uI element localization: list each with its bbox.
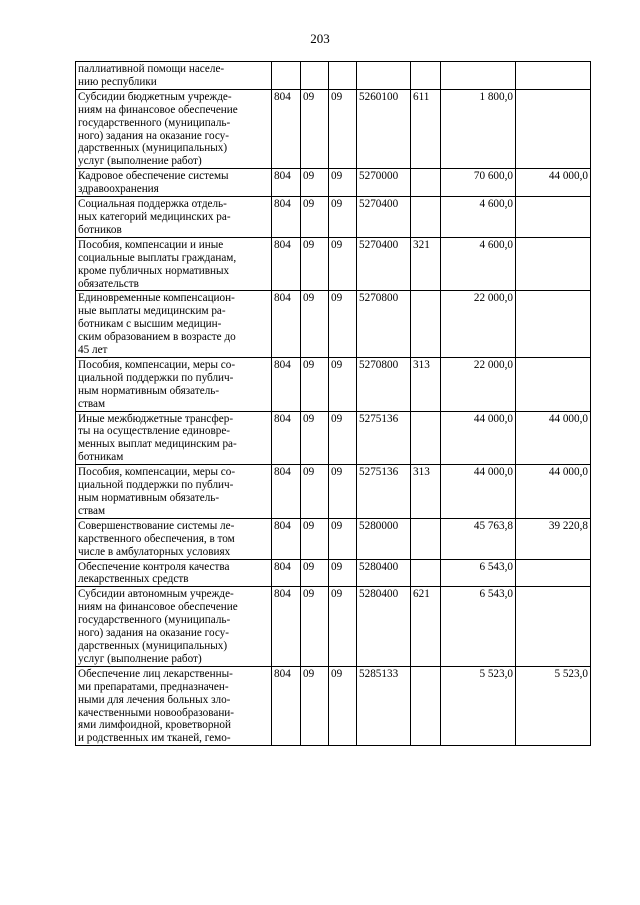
amount-total-cell — [441, 357, 516, 411]
target-article-cell — [357, 587, 411, 666]
amount-federal-cell — [516, 518, 591, 559]
amount-federal-text: 44 000,0 — [548, 412, 588, 425]
section-code-text: 09 — [303, 412, 315, 425]
ministry-code-text: 804 — [274, 588, 291, 601]
ministry-code-text: 804 — [274, 238, 291, 251]
subsection-code-text: 09 — [331, 90, 343, 103]
target-article-cell — [357, 197, 411, 238]
amount-federal-text: 44 000,0 — [548, 170, 588, 183]
amount-total-text: 44 000,0 — [473, 412, 513, 425]
ministry-code-cell — [272, 89, 301, 168]
subsection-code-cell — [329, 357, 357, 411]
target-article-text: 5270800 — [359, 358, 399, 371]
expense-type-cell — [411, 291, 441, 358]
subsection-code-cell — [329, 411, 357, 465]
table-row — [76, 89, 591, 168]
target-article-cell — [357, 411, 411, 465]
ministry-code-cell — [272, 559, 301, 587]
expense-type-cell — [411, 357, 441, 411]
amount-federal-cell — [516, 587, 591, 666]
target-article-text: 5275136 — [359, 466, 399, 479]
item-name-text: Обеспечение лиц лекарственны- ми препаратами, предназначен- ными для лечения больных зло- качественными новообразовани- ями лимфоидной, кроветворной и родственных им тканей, гемо- — [78, 667, 235, 745]
item-name-text: Субсидии автономным учрежде- ниям на финансовое обеспечение государственного (муниципаль- ного) задания на оказание госу- дарственных (муниципальных) услуг (выполнение работ) — [78, 588, 238, 665]
table-row — [76, 559, 591, 587]
item-name-text: Пособия, компенсации, меры со- циальной поддержки по публич- ным нормативным обязатель- ствам — [78, 466, 236, 517]
subsection-code-text: 09 — [331, 358, 343, 371]
expense-type-cell — [411, 197, 441, 238]
amount-total-text: 5 523,0 — [479, 667, 513, 680]
ministry-code-text: 804 — [274, 667, 291, 680]
amount-total-text: 22 000,0 — [473, 292, 513, 305]
section-code-text: 09 — [303, 466, 315, 479]
expense-type-cell — [411, 465, 441, 519]
table-row — [76, 357, 591, 411]
target-article-cell — [357, 559, 411, 587]
section-code-cell — [301, 357, 329, 411]
amount-total-cell — [441, 465, 516, 519]
subsection-code-cell — [329, 237, 357, 291]
section-code-cell — [301, 237, 329, 291]
amount-federal-cell — [516, 197, 591, 238]
table-row — [76, 666, 591, 745]
amount-total-text: 45 763,8 — [473, 519, 513, 532]
item-name-cell — [76, 465, 272, 519]
section-code-text: 09 — [303, 238, 315, 251]
amount-federal-cell — [516, 62, 591, 90]
target-article-cell — [357, 357, 411, 411]
item-name-cell — [76, 666, 272, 745]
expense-type-cell — [411, 237, 441, 291]
target-article-cell — [357, 666, 411, 745]
section-code-cell — [301, 197, 329, 238]
section-code-cell — [301, 666, 329, 745]
table-row — [76, 169, 591, 197]
item-name-cell — [76, 197, 272, 238]
ministry-code-cell — [272, 237, 301, 291]
ministry-code-text: 804 — [274, 90, 291, 103]
amount-total-cell — [441, 518, 516, 559]
section-code-text: 09 — [303, 519, 315, 532]
ministry-code-cell — [272, 518, 301, 559]
expense-type-cell — [411, 587, 441, 666]
item-name-text: Единовременные компенсацион- ные выплаты медицинским ра- ботникам с высшим медицин- ским образованием в возрасте до 45 лет — [78, 292, 236, 357]
amount-total-cell — [441, 559, 516, 587]
subsection-code-text: 09 — [331, 667, 343, 680]
item-name-text: паллиативной помощи населе- нию республики — [78, 63, 225, 88]
amount-federal-cell — [516, 559, 591, 587]
amount-total-text: 4 600,0 — [479, 238, 513, 251]
table-row — [76, 411, 591, 465]
target-article-text: 5285133 — [359, 667, 399, 680]
expense-type-cell — [411, 89, 441, 168]
target-article-text: 5270800 — [359, 292, 399, 305]
section-code-cell — [301, 62, 329, 90]
table-row — [76, 587, 591, 666]
item-name-cell — [76, 587, 272, 666]
ministry-code-text: 804 — [274, 560, 291, 573]
table-body — [76, 62, 591, 746]
ministry-code-cell — [272, 357, 301, 411]
target-article-text: 5260100 — [359, 90, 399, 103]
amount-total-cell — [441, 666, 516, 745]
table-row — [76, 465, 591, 519]
expense-type-cell — [411, 169, 441, 197]
expense-type-text: 321 — [413, 238, 430, 251]
ministry-code-cell — [272, 197, 301, 238]
amount-total-text: 6 543,0 — [479, 588, 513, 601]
expense-type-text: 313 — [413, 358, 430, 371]
amount-federal-cell — [516, 291, 591, 358]
item-name-text: Обеспечение контроля качества лекарственных средств — [78, 560, 230, 586]
amount-total-cell — [441, 89, 516, 168]
item-name-cell — [76, 411, 272, 465]
item-name-text: Иные межбюджетные трансфер- ты на осуществление единовре- менных выплат медицинским ра- ботникам — [78, 412, 237, 464]
item-name-text: Пособия, компенсации, меры со- циальной поддержки по публич- ным нормативным обязатель- ствам — [78, 358, 236, 410]
expense-type-cell — [411, 62, 441, 90]
item-name-text: Социальная поддержка отдель- ных категорий медицинских ра- ботников — [78, 198, 231, 236]
expense-type-cell — [411, 411, 441, 465]
subsection-code-text: 09 — [331, 519, 343, 532]
amount-total-cell — [441, 169, 516, 197]
amount-federal-cell — [516, 411, 591, 465]
subsection-code-cell — [329, 89, 357, 168]
subsection-code-text: 09 — [331, 238, 343, 251]
item-name-cell — [76, 559, 272, 587]
amount-federal-cell — [516, 89, 591, 168]
amount-total-cell — [441, 62, 516, 90]
target-article-cell — [357, 62, 411, 90]
amount-total-text: 70 600,0 — [473, 170, 513, 183]
subsection-code-text: 09 — [331, 560, 343, 573]
subsection-code-cell — [329, 587, 357, 666]
subsection-code-cell — [329, 518, 357, 559]
target-article-text: 5280400 — [359, 588, 399, 601]
item-name-cell — [76, 291, 272, 358]
amount-total-cell — [441, 587, 516, 666]
section-code-text: 09 — [303, 90, 315, 103]
ministry-code-cell — [272, 62, 301, 90]
subsection-code-cell — [329, 465, 357, 519]
item-name-text: Кадровое обеспечение системы здравоохранения — [78, 170, 229, 196]
target-article-cell — [357, 89, 411, 168]
amount-total-cell — [441, 411, 516, 465]
target-article-cell — [357, 518, 411, 559]
amount-total-text: 4 600,0 — [479, 198, 513, 211]
expense-type-text: 621 — [413, 588, 430, 601]
item-name-cell — [76, 89, 272, 168]
subsection-code-text: 09 — [331, 198, 343, 211]
ministry-code-text: 804 — [274, 358, 291, 371]
target-article-text: 5270400 — [359, 198, 399, 211]
ministry-code-cell — [272, 169, 301, 197]
subsection-code-text: 09 — [331, 292, 343, 305]
amount-federal-text: 5 523,0 — [554, 667, 588, 680]
amount-total-text: 22 000,0 — [473, 358, 513, 371]
table-row — [76, 197, 591, 238]
target-article-text: 5270000 — [359, 170, 399, 183]
subsection-code-text: 09 — [331, 466, 343, 479]
ministry-code-cell — [272, 666, 301, 745]
section-code-cell — [301, 89, 329, 168]
section-code-cell — [301, 518, 329, 559]
item-name-cell — [76, 357, 272, 411]
target-article-text: 5280000 — [359, 519, 399, 532]
ministry-code-text: 804 — [274, 412, 291, 425]
subsection-code-cell — [329, 169, 357, 197]
item-name-text: Субсидии бюджетным учрежде- ниям на финансовое обеспечение государственного (муниципаль- ного) задания на оказание госу- дарственных (муниципальных) услуг (выполнение работ) — [78, 90, 238, 168]
table-row — [76, 237, 591, 291]
target-article-cell — [357, 237, 411, 291]
ministry-code-text: 804 — [274, 519, 291, 532]
target-article-cell — [357, 169, 411, 197]
section-code-cell — [301, 411, 329, 465]
amount-federal-cell — [516, 169, 591, 197]
amount-total-cell — [441, 291, 516, 358]
expense-type-text: 313 — [413, 466, 430, 479]
budget-table — [75, 61, 591, 746]
item-name-cell — [76, 518, 272, 559]
ministry-code-text: 804 — [274, 466, 291, 479]
subsection-code-cell — [329, 197, 357, 238]
target-article-text: 5270400 — [359, 238, 399, 251]
amount-total-text: 1 800,0 — [479, 90, 513, 103]
ministry-code-cell — [272, 465, 301, 519]
ministry-code-text: 804 — [274, 170, 291, 183]
section-code-text: 09 — [303, 292, 315, 305]
ministry-code-cell — [272, 291, 301, 358]
section-code-cell — [301, 169, 329, 197]
section-code-cell — [301, 465, 329, 519]
item-name-text: Пособия, компенсации и иные социальные выплаты гражданам, кроме публичных нормативных обязательств — [78, 238, 237, 290]
section-code-text: 09 — [303, 358, 315, 371]
ministry-code-cell — [272, 411, 301, 465]
expense-type-cell — [411, 518, 441, 559]
target-article-cell — [357, 465, 411, 519]
amount-federal-cell — [516, 666, 591, 745]
section-code-cell — [301, 559, 329, 587]
amount-total-text: 6 543,0 — [479, 560, 513, 573]
subsection-code-text: 09 — [331, 170, 343, 183]
item-name-cell — [76, 62, 272, 90]
subsection-code-text: 09 — [331, 412, 343, 425]
expense-type-cell — [411, 559, 441, 587]
target-article-text: 5280400 — [359, 560, 399, 573]
item-name-cell — [76, 169, 272, 197]
amount-total-cell — [441, 237, 516, 291]
section-code-text: 09 — [303, 170, 315, 183]
table-row — [76, 291, 591, 358]
section-code-cell — [301, 291, 329, 358]
item-name-text: Совершенствование системы ле- карственного обеспечения, в том числе в амбулаторных условиях — [78, 519, 235, 558]
section-code-cell — [301, 587, 329, 666]
subsection-code-text: 09 — [331, 588, 343, 601]
section-code-text: 09 — [303, 667, 315, 680]
target-article-cell — [357, 291, 411, 358]
amount-total-cell — [441, 197, 516, 238]
subsection-code-cell — [329, 291, 357, 358]
amount-federal-text: 39 220,8 — [548, 519, 588, 532]
target-article-text: 5275136 — [359, 412, 399, 425]
subsection-code-cell — [329, 62, 357, 90]
expense-type-text: 611 — [413, 90, 430, 103]
amount-federal-text: 44 000,0 — [548, 466, 588, 479]
item-name-cell — [76, 237, 272, 291]
section-code-text: 09 — [303, 588, 315, 601]
amount-federal-cell — [516, 357, 591, 411]
subsection-code-cell — [329, 666, 357, 745]
amount-federal-cell — [516, 237, 591, 291]
page-number: 203 — [310, 31, 330, 46]
ministry-code-text: 804 — [274, 292, 291, 305]
table-row — [76, 62, 591, 90]
expense-type-cell — [411, 666, 441, 745]
table-row — [76, 518, 591, 559]
ministry-code-cell — [272, 587, 301, 666]
amount-total-text: 44 000,0 — [473, 466, 513, 479]
section-code-text: 09 — [303, 560, 315, 573]
subsection-code-cell — [329, 559, 357, 587]
section-code-text: 09 — [303, 198, 315, 211]
ministry-code-text: 804 — [274, 198, 291, 211]
amount-federal-cell — [516, 465, 591, 519]
